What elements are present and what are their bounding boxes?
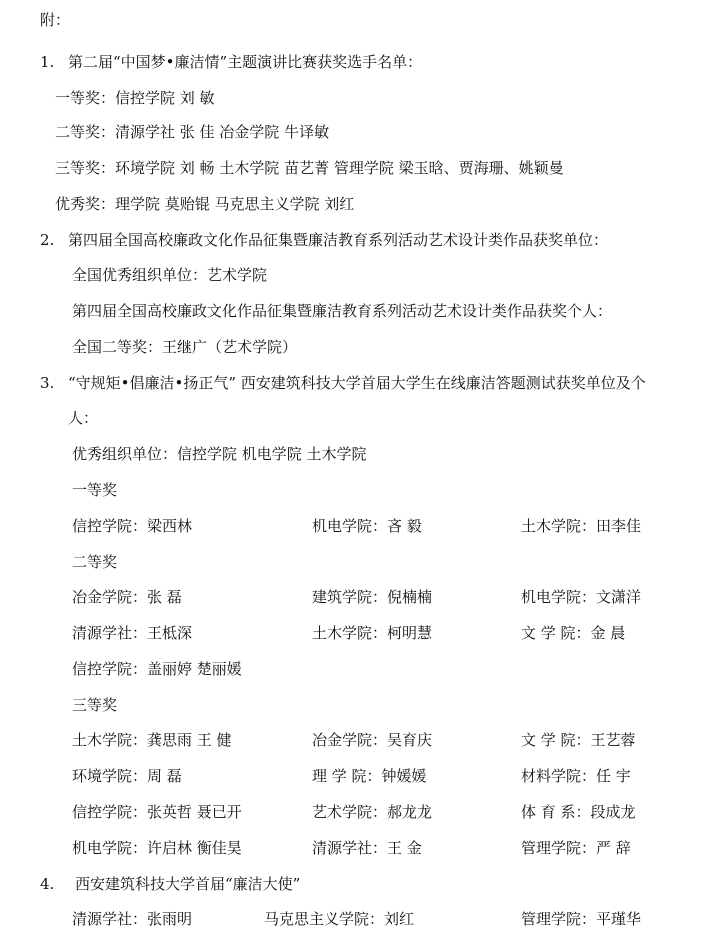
award-cell: 清源学社：王柢深 [72, 624, 193, 642]
s1-excellent-prize: 优秀奖：理学院 莫贻锟 马克思主义学院 刘红 [55, 195, 355, 213]
award-cell: 材料学院：任 宇 [521, 767, 631, 785]
section-1-number: 1. [40, 53, 55, 71]
section-2-number: 2. [40, 231, 55, 249]
award-cell: 机电学院：吝 毅 [312, 517, 422, 535]
award-cell: 管理学院：严 辞 [521, 839, 631, 857]
award-cell: 信控学院：梁西林 [72, 517, 193, 535]
s3-organization: 优秀组织单位：信控学院 机电学院 土木学院 [72, 445, 367, 463]
appendix-label: 附： [40, 11, 71, 29]
s2-organization: 全国优秀组织单位：艺术学院 [72, 266, 268, 284]
award-cell: 马克思主义学院：刘红 [264, 910, 415, 928]
s3-first-heading: 一等奖 [72, 481, 118, 499]
award-cell: 冶金学院：吴育庆 [312, 731, 433, 749]
award-cell: 清源学社：张雨明 [72, 910, 193, 928]
s1-second-prize: 二等奖：清源学社 张 佳 冶金学院 牛译敏 [55, 123, 330, 141]
s2-individual-title: 第四届全国高校廉政文化作品征集暨廉洁教育系列活动艺术设计类作品获奖个人： [72, 302, 613, 320]
award-cell: 土木学院：柯明慧 [312, 624, 433, 642]
s1-third-prize: 三等奖：环境学院 刘 畅 土木学院 苗艺菁 管理学院 梁玉晗、贾海珊、姚颖曼 [55, 159, 564, 177]
award-cell: 体 育 系：段成龙 [521, 803, 636, 821]
award-cell: 环境学院：周 磊 [72, 767, 182, 785]
award-cell: 土木学院：田李佳 [521, 517, 642, 535]
award-cell: 机电学院：文潇洋 [521, 588, 642, 606]
award-cell: 文 学 院：王艺蓉 [521, 731, 636, 749]
section-4-number: 4. [40, 875, 55, 893]
s3-second-heading: 二等奖 [72, 553, 118, 571]
section-4-title: 西安建筑科技大学首届“廉洁大使” [75, 875, 301, 893]
award-cell: 信控学院：张英哲 聂已开 [72, 803, 242, 821]
award-cell: 建筑学院：倪楠楠 [312, 588, 433, 606]
section-3-title-line1: “守规矩•倡廉洁•扬正气” 西安建筑科技大学首届大学生在线廉洁答题测试获奖单位及个 [68, 374, 646, 392]
section-3-number: 3. [40, 374, 55, 392]
award-cell: 艺术学院：郝龙龙 [312, 803, 433, 821]
s3-third-heading: 三等奖 [72, 696, 118, 714]
award-cell: 信控学院：盖丽婷 楚丽媛 [72, 660, 242, 678]
award-cell: 机电学院：许启林 衡佳昊 [72, 839, 242, 857]
section-1-title: 第二届“中国梦•廉洁情”主题演讲比赛获奖选手名单： [68, 53, 423, 71]
s2-second-prize: 全国二等奖：王继广（艺术学院） [72, 338, 298, 356]
award-cell: 冶金学院：张 磊 [72, 588, 182, 606]
award-cell: 土木学院：龚思雨 王 健 [72, 731, 232, 749]
s1-first-prize: 一等奖：信控学院 刘 敏 [55, 89, 215, 107]
section-2-title: 第四届全国高校廉政文化作品征集暨廉洁教育系列活动艺术设计类作品获奖单位： [68, 231, 609, 249]
section-3-title-line2: 人： [68, 409, 99, 427]
award-cell: 理 学 院：钟媛媛 [312, 767, 427, 785]
award-cell: 管理学院：平瑾华 [521, 910, 642, 928]
award-cell: 文 学 院：金 晨 [521, 624, 626, 642]
award-cell: 清源学社：王 金 [312, 839, 422, 857]
